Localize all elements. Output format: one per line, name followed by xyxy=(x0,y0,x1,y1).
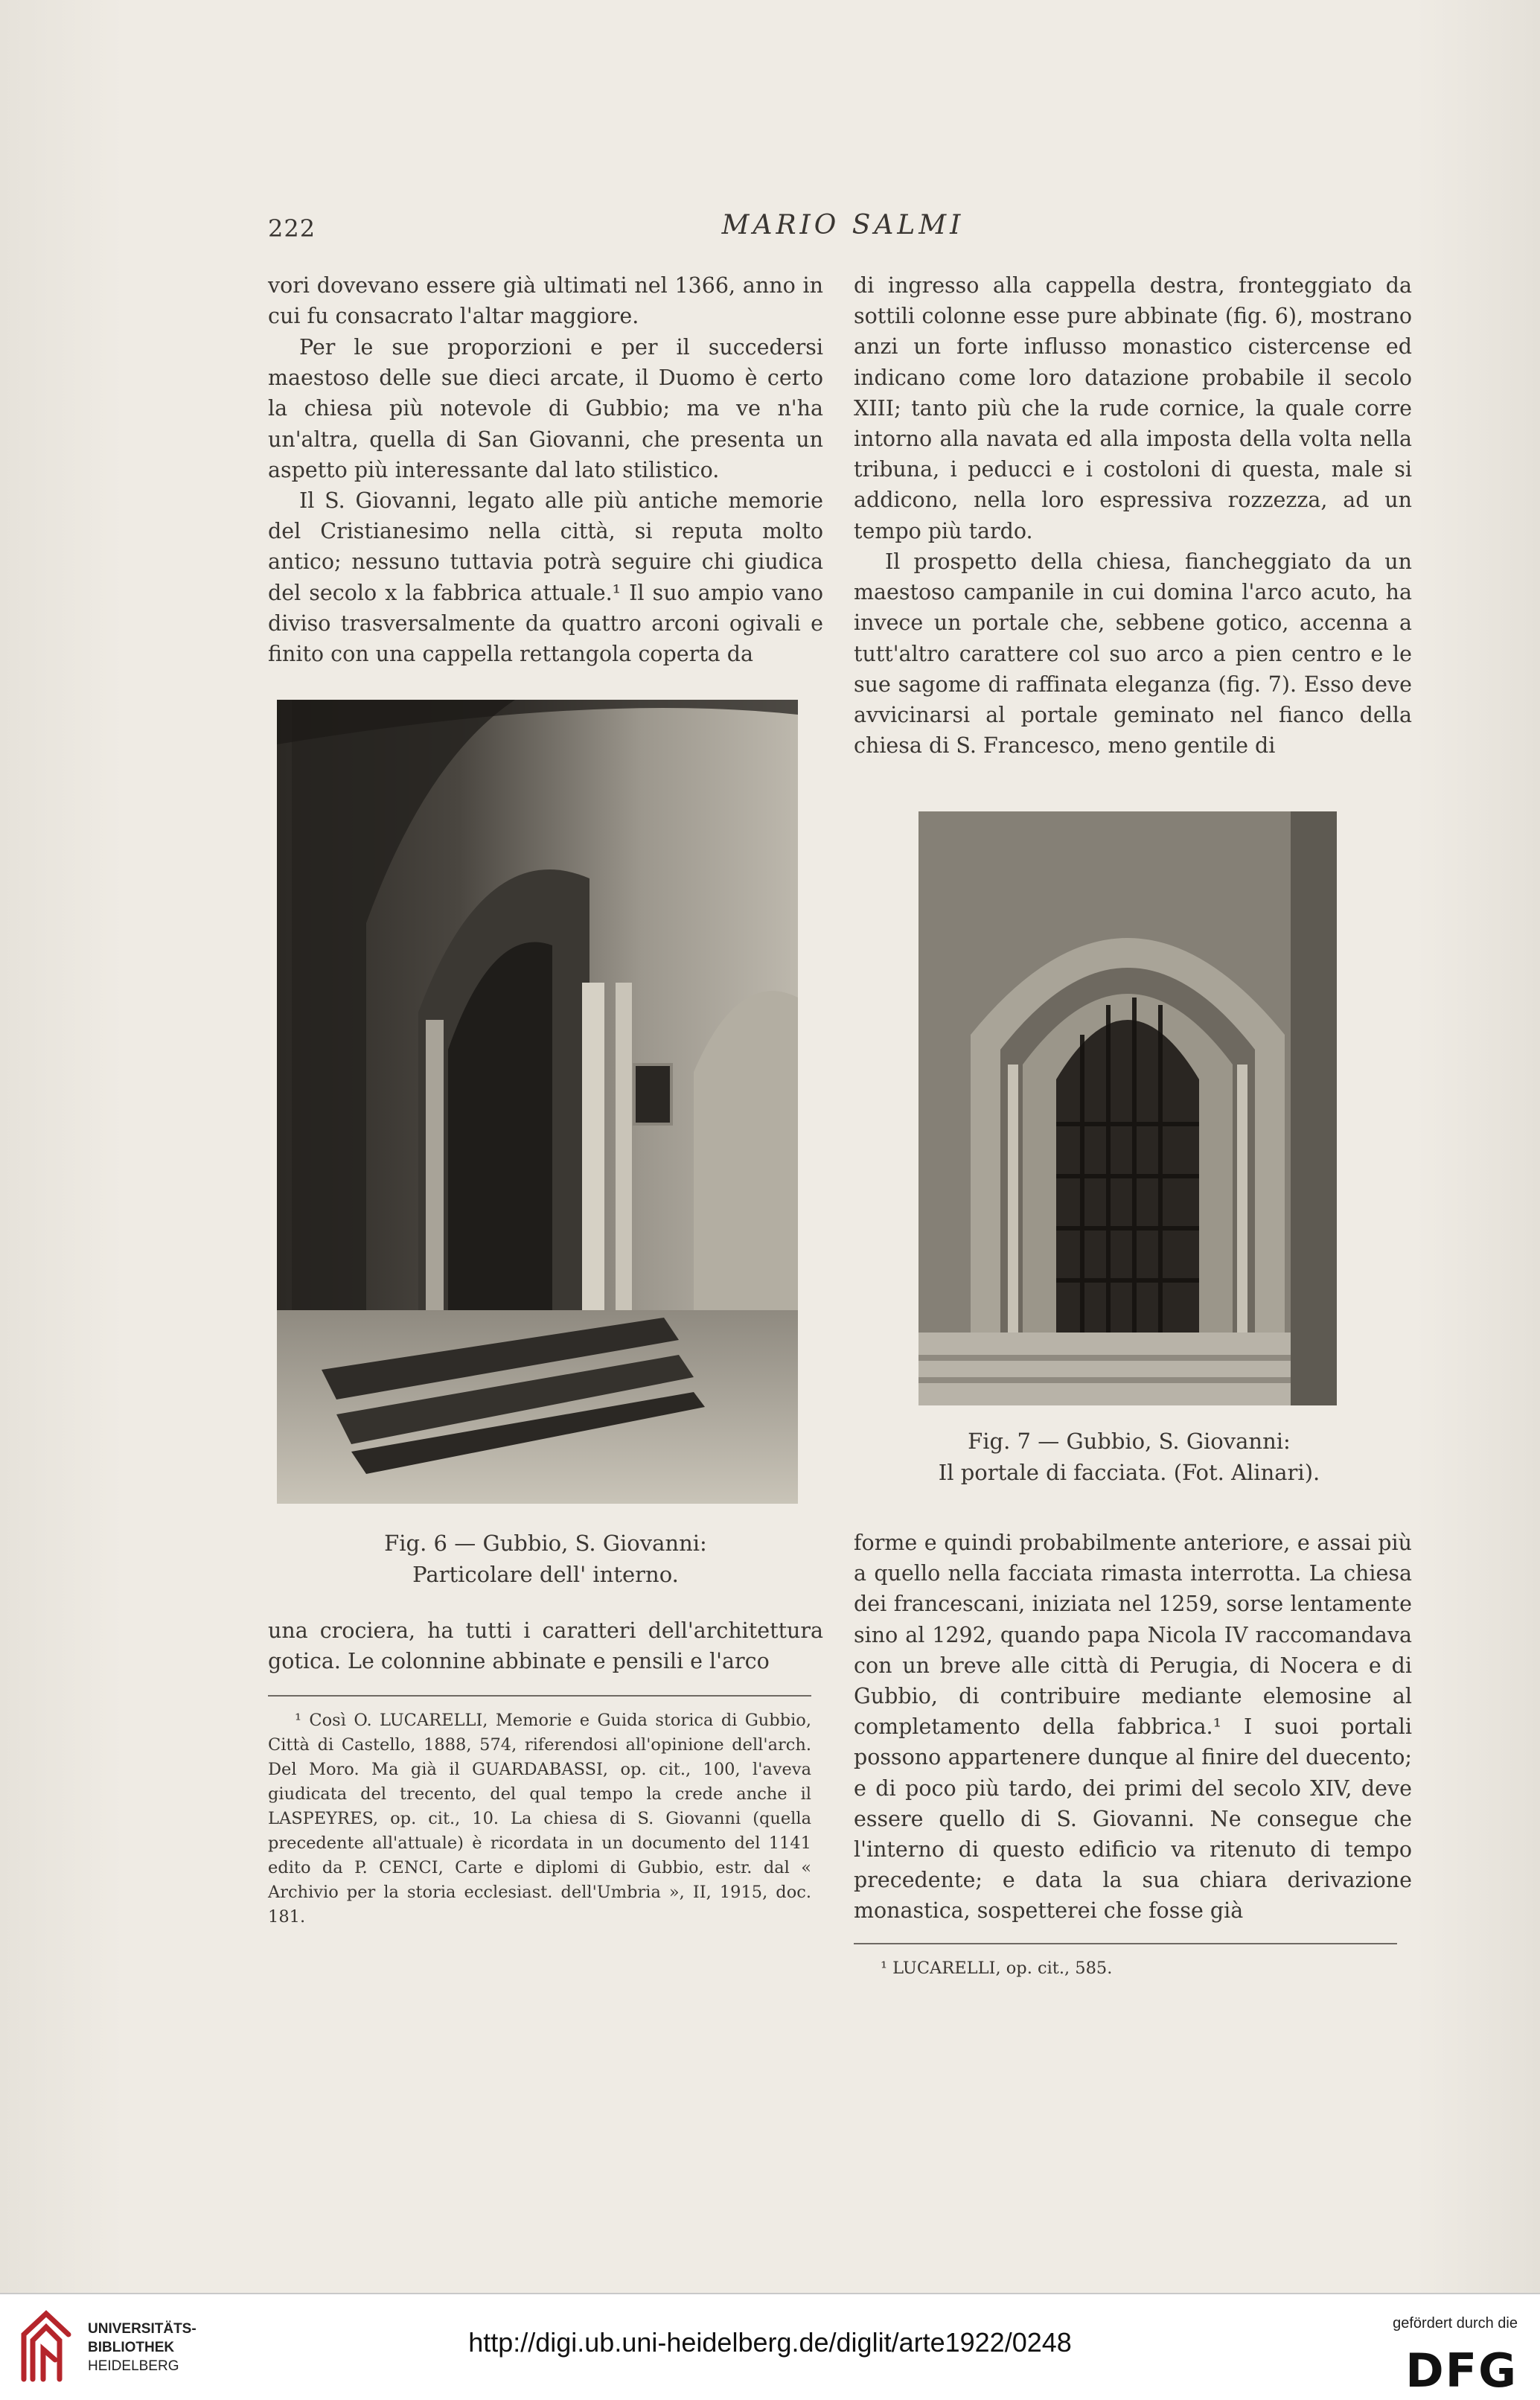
institution-line-2: BIBLIOTHEK xyxy=(88,2340,175,2355)
right-footnote: ¹ LUCARELLI, op. cit., 585. xyxy=(881,1959,1113,1978)
institution-line-1: UNIVERSITÄTS- xyxy=(88,2321,197,2337)
left-paragraph-3: Il S. Giovanni, legato alle più antiche memorie del Cristianesimo nella città, si reputa molto antico; nessuno tuttavia potrà seguire chi giudica del secolo x la fabbrica attuale.¹ Il suo ampio vano diviso trasversalmente da quattro arconi ogivali e finito con una cappella rettangola coperta da xyxy=(268,488,823,667)
right-paragraph-2: Il prospetto della chiesa, fiancheggiato da un maestoso campanile in cui domina l'arco acuto, ha invece un portale che, sebbene gotico, accenna a tutt'altro carattere col suo arco a pien centro e le sue sagome di raffinata eleganza (fig. 7). Esso deve avvicinarsi al portale geminato nel fianco della chiesa di S. Francesco, meno gentile di xyxy=(854,549,1412,759)
figure-6-interior-photo xyxy=(277,700,798,1504)
left-footnote: ¹ Così O. LUCARELLI, Memorie e Guida storica di Gubbio, Città di Castello, 1888, 574, riferendosi all'opinione dell'arch. Del Moro. Ma già il GUARDABASSI, op. cit., 100, l'aveva giudicata del trecento, del qual tempo la crede anche il LASPEYRES, op. cit., 10. La chiesa di S. Giovanni (quella precedente all'attuale) è ricordata in un documento del 1141 edito da P. CENCI, Carte e diplomi di Gubbio, estr. dal « Archivio per la storia ecclesiast. dell'Umbria », II, 1915, doc. 181. xyxy=(268,1711,811,1927)
figure-6-caption xyxy=(268,1528,823,1590)
institution-line-3: HEIDELBERG xyxy=(88,2358,179,2374)
dfg-logo: DFG xyxy=(1405,2343,1518,2398)
figure-7-caption xyxy=(891,1426,1367,1488)
right-paragraph-after-figure: forme e quindi probabilmente anteriore, e assai più a quello nella facciata rimasta interrotta. La chiesa dei francescani, iniziata nel 1259, sorse lentamente sino al 1292, quando papa Nicola IV raccomandava con un breve alle città di Perugia, di Nocera e di Gubbio, di contribuire mediante elemosine al completamento della fabbrica.¹ I suoi portali possono appartenere dunque al finire del duecento; e di poco più tardo, dei primi del secolo XIV, deve essere quello di S. Giovanni. Ne consegue che l'interno di questo edificio va ritenuto di tempo precedente; e data la sua chiara derivazione monastica, sospetterei che fosse già xyxy=(854,1531,1412,1924)
figure-7-portal-photo xyxy=(918,811,1337,1405)
figure-6-caption-line-2: Particolare dell' interno. xyxy=(412,1562,679,1587)
figure-7-caption-line-2: Il portale di facciata. (Fot. Alinari). xyxy=(938,1460,1320,1485)
figure-6-caption-line-1: Fig. 6 — Gubbio, S. Giovanni: xyxy=(384,1531,707,1556)
left-paragraph-2: Per le sue proporzioni e per il succedersi maestoso delle sue dieci arcate, il Duomo è certo la chiesa più notevole di Gubbio; ma ve n'ha un'altra, quella di San Giovanni, che presenta un aspetto più interessante dal lato stilistico. xyxy=(268,335,823,482)
figure-7-caption-line-1: Fig. 7 — Gubbio, S. Giovanni: xyxy=(968,1429,1291,1454)
right-footnote-rule xyxy=(854,1943,1397,1944)
running-title: MARIO SALMI xyxy=(721,210,965,240)
left-paragraph-after-figure: una crociera, ha tutti i caratteri dell'architettura gotica. Le colonnine abbinate e pensili e l'arco xyxy=(268,1618,823,1674)
digital-library-footer xyxy=(0,2293,1540,2400)
church-interior-image xyxy=(277,700,798,1504)
page-number: 222 xyxy=(268,214,316,243)
page-header xyxy=(268,210,1418,255)
left-paragraph-1: vori dovevano essere già ultimati nel 1366, anno in cui fu consacrato l'altar maggiore. xyxy=(268,273,823,329)
church-portal-image xyxy=(918,811,1337,1405)
left-footnote-rule xyxy=(268,1695,811,1697)
right-paragraph-1: di ingresso alla cappella destra, fronteggiato da sottili colonne esse pure abbinate (fig. 6), mostrano anzi un forte influsso monastico cistercense ed indicano come loro datazione probabile il secolo XIII; tanto più che la rude cornice, la quale corre intorno alla navata ed alla imposta della volta nella tribuna, i peducci e i costoloni di questa, male si addicono, nella loro espressiva rozzezza, ad un tempo più tardo. xyxy=(854,273,1412,543)
funding-note: gefördert durch die xyxy=(1393,2315,1518,2332)
permalink-url[interactable]: http://digi.ub.uni-heidelberg.de/diglit/arte1922/0248 xyxy=(468,2327,1072,2358)
